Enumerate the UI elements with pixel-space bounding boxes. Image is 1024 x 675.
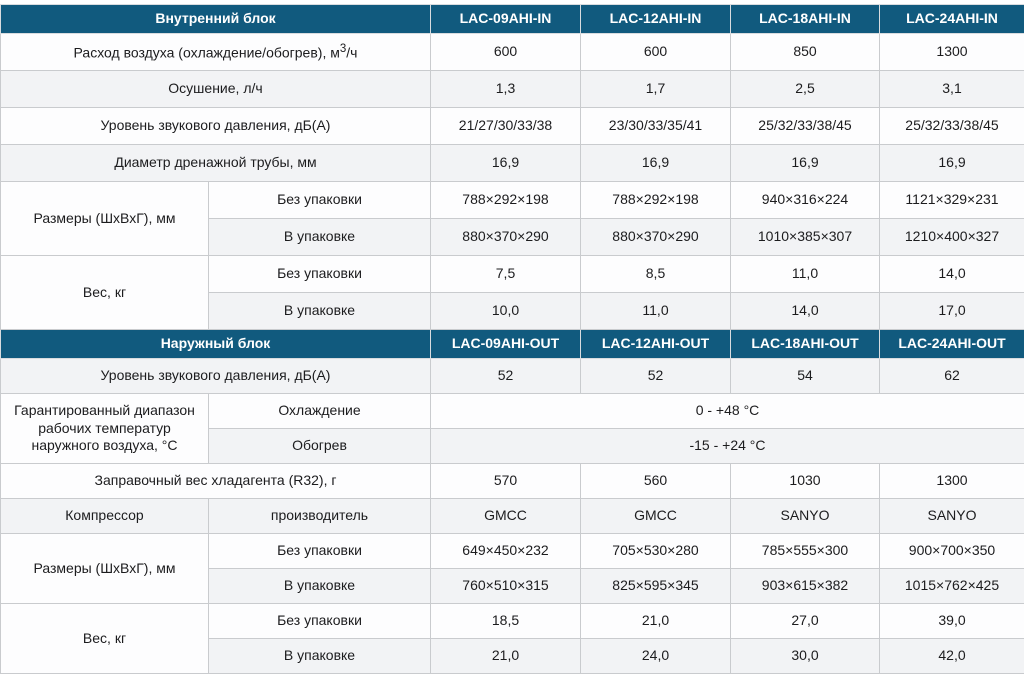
spec-value: 940×316×224 xyxy=(731,182,880,219)
spec-value: 1010×385×307 xyxy=(731,219,880,256)
model-header: LAC-09AHI-IN xyxy=(431,5,581,34)
spec-value: 21/27/30/33/38 xyxy=(431,108,581,145)
spec-value: 560 xyxy=(581,464,731,499)
table-row-refrigerant xyxy=(1,464,1024,499)
spec-value: 900×700×350 xyxy=(880,534,1024,569)
spec-value: 16,9 xyxy=(880,145,1024,182)
table-row-outdoor-weight-unpacked xyxy=(1,604,1024,639)
spec-value: 14,0 xyxy=(880,256,1024,293)
spec-value: 17,0 xyxy=(880,293,1024,330)
spec-table xyxy=(0,4,1024,674)
spec-value-merged: -15 - +24 °C xyxy=(431,429,1024,464)
spec-value: 570 xyxy=(431,464,581,499)
spec-value: 14,0 xyxy=(731,293,880,330)
spec-group-label-weight: Вес, кг xyxy=(1,604,209,674)
section-header-row-outdoor xyxy=(1,330,1024,359)
spec-label-text: /ч xyxy=(346,44,358,61)
spec-value-merged: 0 - +48 °C xyxy=(431,394,1024,429)
spec-value: 7,5 xyxy=(431,256,581,293)
table-row-drain-pipe xyxy=(1,145,1024,182)
table-row-indoor-weight-unpacked xyxy=(1,256,1024,293)
spec-value: 16,9 xyxy=(431,145,581,182)
spec-value: 10,0 xyxy=(431,293,581,330)
spec-sublabel: Обогрев xyxy=(209,429,431,464)
spec-value: 1300 xyxy=(880,34,1024,71)
spec-label-dehumidification: Осушение, л/ч xyxy=(1,71,431,108)
spec-value: 1300 xyxy=(880,464,1024,499)
spec-value: GMCC xyxy=(581,499,731,534)
spec-sublabel: Без упаковки xyxy=(209,256,431,293)
spec-group-label-dimensions: Размеры (ШхВхГ), мм xyxy=(1,534,209,604)
spec-sublabel: Охлаждение xyxy=(209,394,431,429)
spec-value: 16,9 xyxy=(731,145,880,182)
spec-sublabel: производитель xyxy=(209,499,431,534)
spec-value: 27,0 xyxy=(731,604,880,639)
spec-value: 600 xyxy=(581,34,731,71)
model-header: LAC-18AHI-OUT xyxy=(731,330,880,359)
model-header: LAC-18AHI-IN xyxy=(731,5,880,34)
spec-value: 788×292×198 xyxy=(431,182,581,219)
table-row-compressor xyxy=(1,499,1024,534)
spec-value: 760×510×315 xyxy=(431,569,581,604)
table-row-indoor-dimensions-unpacked xyxy=(1,182,1024,219)
spec-value: 850 xyxy=(731,34,880,71)
spec-value: 1,3 xyxy=(431,71,581,108)
spec-value: 52 xyxy=(581,359,731,394)
table-row-airflow xyxy=(1,34,1024,71)
model-header: LAC-09AHI-OUT xyxy=(431,330,581,359)
spec-label-compressor: Компрессор xyxy=(1,499,209,534)
spec-label-sound-pressure: Уровень звукового давления, дБ(А) xyxy=(1,359,431,394)
spec-value: 3,1 xyxy=(880,71,1024,108)
spec-value: 8,5 xyxy=(581,256,731,293)
spec-value: 600 xyxy=(431,34,581,71)
spec-sublabel: Без упаковки xyxy=(209,534,431,569)
spec-value: 649×450×232 xyxy=(431,534,581,569)
spec-value: 18,5 xyxy=(431,604,581,639)
table-row-temp-range-cooling xyxy=(1,394,1024,429)
spec-value: 23/30/33/35/41 xyxy=(581,108,731,145)
spec-sublabel: В упаковке xyxy=(209,569,431,604)
spec-sublabel: В упаковке xyxy=(209,293,431,330)
spec-group-label-temp-range: Гарантированный диапазон рабочих температур наружного воздуха, °С xyxy=(1,394,209,464)
spec-value: 825×595×345 xyxy=(581,569,731,604)
section-title-outdoor: Наружный блок xyxy=(1,330,431,359)
spec-value: 1210×400×327 xyxy=(880,219,1024,256)
spec-sublabel: В упаковке xyxy=(209,639,431,674)
spec-sublabel: В упаковке xyxy=(209,219,431,256)
spec-value: 11,0 xyxy=(581,293,731,330)
spec-value: 21,0 xyxy=(431,639,581,674)
section-header-row-indoor xyxy=(1,5,1024,34)
spec-value: 1121×329×231 xyxy=(880,182,1024,219)
spec-label-refrigerant: Заправочный вес хладагента (R32), г xyxy=(1,464,431,499)
spec-label-sound-pressure: Уровень звукового давления, дБ(А) xyxy=(1,108,431,145)
model-header: LAC-24AHI-IN xyxy=(880,5,1024,34)
table-row-outdoor-dimensions-unpacked xyxy=(1,534,1024,569)
table-row-indoor-sound xyxy=(1,108,1024,145)
spec-value: 880×370×290 xyxy=(431,219,581,256)
table-row-dehumidification xyxy=(1,71,1024,108)
spec-value: 54 xyxy=(731,359,880,394)
section-title-indoor: Внутренний блок xyxy=(1,5,431,34)
model-header: LAC-24AHI-OUT xyxy=(880,330,1024,359)
spec-value: 25/32/33/38/45 xyxy=(880,108,1024,145)
spec-sublabel: Без упаковки xyxy=(209,604,431,639)
spec-value: 2,5 xyxy=(731,71,880,108)
spec-value: 705×530×280 xyxy=(581,534,731,569)
spec-value: 39,0 xyxy=(880,604,1024,639)
spec-value: 1030 xyxy=(731,464,880,499)
spec-label-airflow xyxy=(1,34,431,71)
spec-group-label-dimensions: Размеры (ШхВхГ), мм xyxy=(1,182,209,256)
spec-value: 788×292×198 xyxy=(581,182,731,219)
spec-value: 30,0 xyxy=(731,639,880,674)
spec-value: SANYO xyxy=(880,499,1024,534)
spec-group-label-weight: Вес, кг xyxy=(1,256,209,330)
model-header: LAC-12AHI-OUT xyxy=(581,330,731,359)
spec-sublabel: Без упаковки xyxy=(209,182,431,219)
spec-value: 25/32/33/38/45 xyxy=(731,108,880,145)
spec-value: 880×370×290 xyxy=(581,219,731,256)
spec-value: 16,9 xyxy=(581,145,731,182)
spec-value: 62 xyxy=(880,359,1024,394)
model-header: LAC-12AHI-IN xyxy=(581,5,731,34)
spec-value: 11,0 xyxy=(731,256,880,293)
spec-value: GMCC xyxy=(431,499,581,534)
spec-label-text: Расход воздуха (охлаждение/обогрев), м xyxy=(73,44,340,61)
spec-value: 903×615×382 xyxy=(731,569,880,604)
spec-value: 52 xyxy=(431,359,581,394)
spec-value: SANYO xyxy=(731,499,880,534)
spec-label-drain-pipe: Диаметр дренажной трубы, мм xyxy=(1,145,431,182)
spec-value: 21,0 xyxy=(581,604,731,639)
spec-value: 785×555×300 xyxy=(731,534,880,569)
spec-value: 1,7 xyxy=(581,71,731,108)
spec-value: 24,0 xyxy=(581,639,731,674)
superscript: 3 xyxy=(339,42,347,55)
table-row-outdoor-sound xyxy=(1,359,1024,394)
spec-value: 42,0 xyxy=(880,639,1024,674)
spec-value: 1015×762×425 xyxy=(880,569,1024,604)
